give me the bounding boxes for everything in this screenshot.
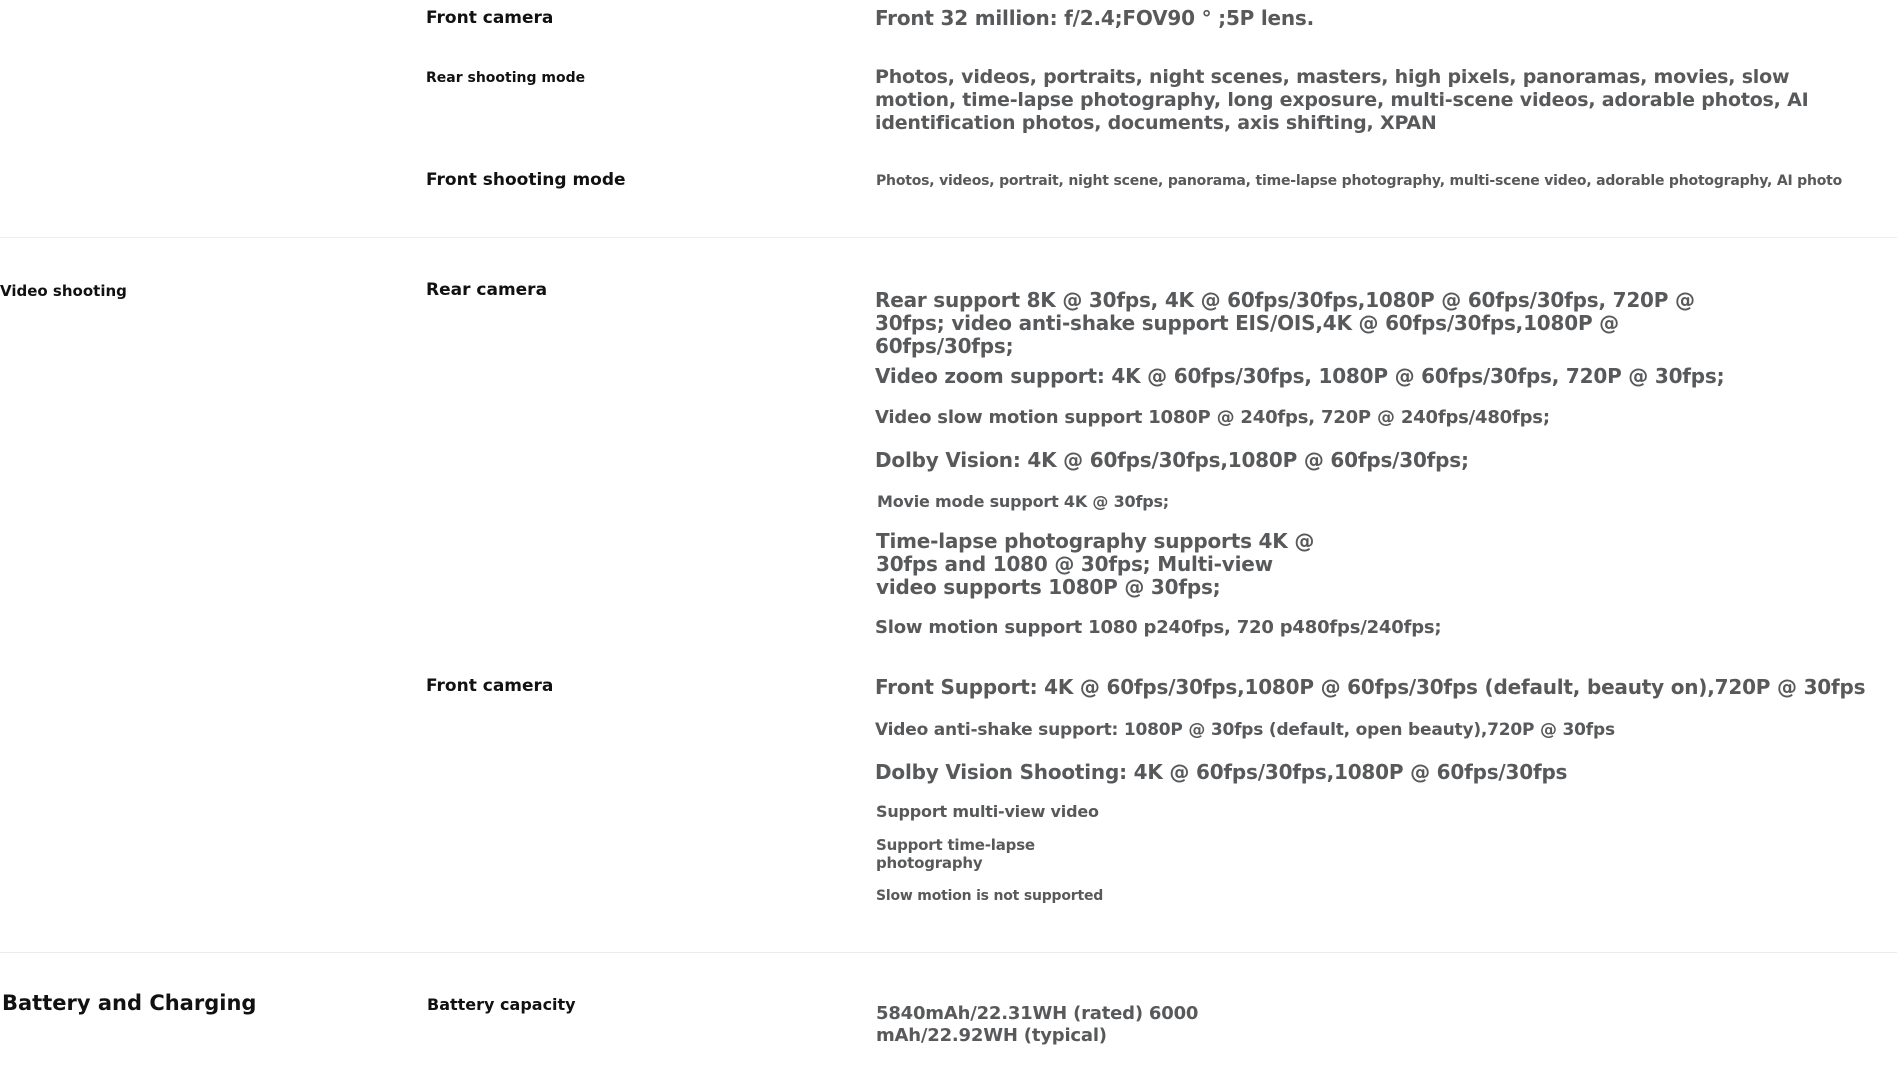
video-shooting-title: Video shooting — [0, 282, 127, 300]
multi-view-video-support: Support multi-view video — [876, 802, 1099, 821]
rear-video-support: Rear support 8K @ 30fps, 4K @ 60fps/30fps,1080P @ 60fps/30fps, 720P @ 30fps; video anti-shake support EIS/OIS,4K @ 60fps/30fps,1080P @ 60fps/30fps; — [875, 288, 1695, 358]
front-camera-label: Front camera — [426, 8, 554, 28]
front-shooting-mode-value: Photos, videos, portrait, night scene, panorama, time-lapse photography, multi-scene video, adorable photography, AI photo — [876, 173, 1843, 189]
section-divider — [0, 237, 1897, 238]
battery-capacity-label: Battery capacity — [427, 995, 576, 1014]
front-video-support: Front Support: 4K @ 60fps/30fps,1080P @ 60fps/30fps (default, beauty on),720P @ 30fps — [875, 675, 1866, 699]
slow-motion-rear: Slow motion support 1080 p240fps, 720 p480fps/240fps; — [875, 617, 1442, 638]
battery-capacity-value: 5840mAh/22.31WH (rated) 6000 mAh/22.92WH (typical) — [876, 1003, 1199, 1046]
dolby-vision-rear: Dolby Vision: 4K @ 60fps/30fps,1080P @ 60fps/30fps; — [875, 448, 1469, 472]
battery-section-title: Battery and Charging — [2, 991, 257, 1015]
slow-motion-front: Slow motion is not supported — [876, 888, 1104, 904]
video-zoom-support: Video zoom support: 4K @ 60fps/30fps, 1080P @ 60fps/30fps, 720P @ 30fps; — [875, 364, 1725, 388]
rear-camera-label: Rear camera — [426, 280, 548, 300]
time-lapse-support: Time-lapse photography supports 4K @ 30fps and 1080 @ 30fps; Multi-view video supports 1080P @ 30fps; — [876, 529, 1315, 599]
front-camera-value: Front 32 million: f/2.4;FOV90 ° ;5P lens. — [875, 6, 1315, 30]
section-divider — [0, 952, 1897, 953]
front-anti-shake-support: Video anti-shake support: 1080P @ 30fps (default, open beauty),720P @ 30fps — [875, 720, 1615, 740]
front-shooting-mode-label: Front shooting mode — [426, 170, 626, 190]
front-camera-video-label: Front camera — [426, 676, 554, 696]
time-lapse-front-support: Support time-lapse photography — [876, 836, 1035, 872]
dolby-vision-front: Dolby Vision Shooting: 4K @ 60fps/30fps,1080P @ 60fps/30fps — [875, 760, 1568, 784]
rear-shooting-mode-value: Photos, videos, portraits, night scenes, masters, high pixels, panoramas, movies, slow motion, time-lapse photography, long exposure, multi-scene videos, adorable photos, AI identification photos, documents, axis shifting, XPAN — [875, 66, 1809, 134]
video-slow-motion-support: Video slow motion support 1080P @ 240fps, 720P @ 240fps/480fps; — [875, 407, 1550, 428]
movie-mode-support: Movie mode support 4K @ 30fps; — [877, 492, 1169, 511]
rear-shooting-mode-label: Rear shooting mode — [426, 70, 586, 86]
